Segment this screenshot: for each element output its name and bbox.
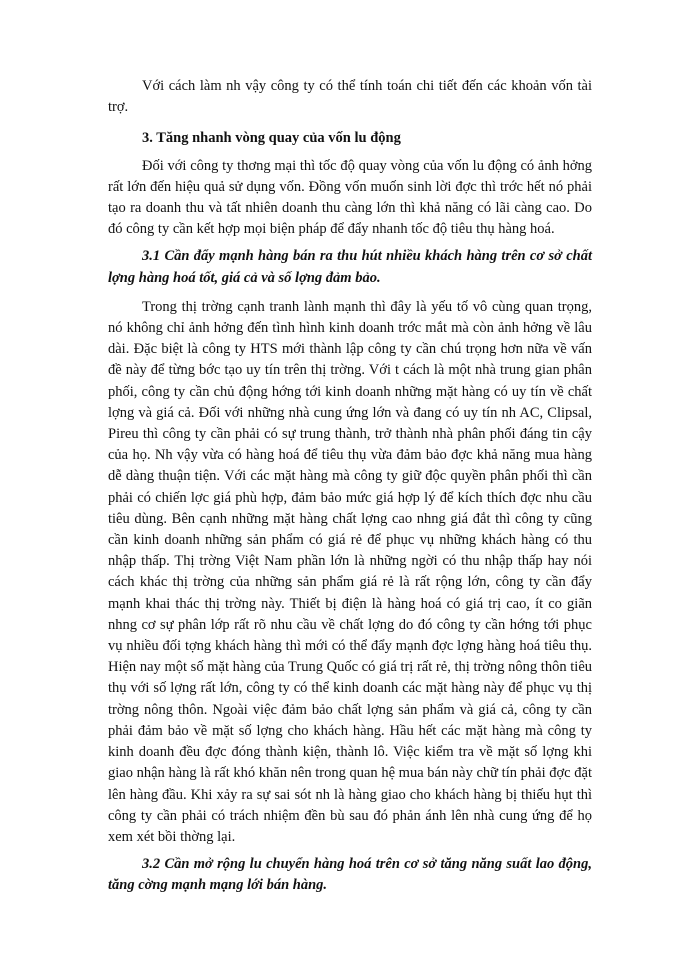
subsection-3-1-paragraph: Trong thị trờng cạnh tranh lành mạnh thì đây là yếu tố vô cùng quan trọng, nó không chỉ ảnh hởng đến tình hình kinh doanh trớc mắt mà còn ảnh hởng về lâu dài. Đặc biệt là công ty HTS mới thành lập công ty cần chú trọng hơn nữa về vấn đề này để từng bớc tạo uy tín trên thị trờng. Với t cách là một nhà trung gian phân phối, công ty cần chủ động hớng tới kinh doanh những mặt hàng có uy tín về chất lợng và giá cả. Đối với những nhà cung ứng lớn và đang có uy tín nh AC, Clipsal, Pireu thì công ty cần phải có sự trung thành, trở thành nhà phân phối đáng tin cậy của họ. Nh vậy vừa có hàng hoá để tiêu thụ vừa đảm bảo đợc khả năng mua hàng dễ dàng thuận tiện. Với các mặt hàng mà công ty giữ độc quyền phân phối thì cần phải có chiến lợc giá phù hợp, đảm bảo mức giá hợp lý để kích thích đợc nhu cầu tiêu dùng. Bên cạnh những mặt hàng chất lợng cao nhng giá đắt thì công ty cũng cần kinh doanh những sản phẩm có giá rẻ để phục vụ những khách hàng có thu nhập thấp. Thị trờng Việt Nam phần lớn là những ngời có thu nhập thấp hay nói cách khác thị trờng của những sản phẩm giá rẻ là rất rộng lớn, công ty cần đẩy mạnh khai thác thị trờng này. Thiết bị điện là hàng hoá có giá trị cao, ít co giãn nhng cơ sự phân lớp rất rõ nhu cầu về chất lợng do đó công ty cần hớng tới phục vụ nhiều đối tợng khách hàng thì mới có thể đẩy mạnh đợc lợng hàng hoá tiêu thụ. Hiện nay một số mặt hàng của Trung Quốc có giá trị rất rẻ, thị trờng nông thôn tiêu thụ với số lợng rất lớn, công ty có thể kinh doanh các mặt hàng này để phục vụ thị trờng nông thôn. Ngoài việc đảm bảo chất lợng sản phẩm và giá cả, công ty cần phải đảm bảo về mặt số lợng cho khách hàng. Hầu hết các mặt hàng mà công ty kinh doanh đều đợc đóng thành kiện, thành lô. Việc kiểm tra về mặt số lợng khi giao nhận hàng là rất khó khăn nên trong quan hệ mua bán này chữ tín phải đợc đặt lên hàng đầu. Khi xảy ra sự sai sót nh là hàng giao cho khách hàng bị thiếu hụt thì công ty cần phải có trách nhiệm đền bù sau đó phản ánh lên nhà cung ứng để họ xem xét bồi thờng lại.	[108, 298, 592, 845]
section-3-paragraph: Đối với công ty thơng mại thì tốc độ quay vòng của vốn lu động có ảnh hởng rất lớn đến hiệu quả sử dụng vốn. Đồng vốn muốn sinh lời đợc thì trớc hết nó phải tạo ra doanh thu và tất nhiên doanh thu càng lớn thì khả năng có lãi càng cao. Do đó công ty cần kết hợp mọi biện pháp để đẩy nhanh tốc độ tiêu thụ hàng hoá.	[108, 157, 592, 238]
section-heading-3: 3. Tăng nhanh vòng quay của vốn lu động	[142, 130, 401, 147]
subsection-heading-3-1: 3.1 Cần đẩy mạnh hàng bán ra thu hút nhiều khách hàng trên cơ sở chất lợng hàng hoá tốt, giá cả và số lợng đảm bảo.	[108, 248, 592, 286]
subsection-heading-3-2: 3.2 Cần mở rộng lu chuyển hàng hoá trên cơ sở tăng năng suất lao động, tăng cờng mạnh mạng lới bán hàng.	[108, 856, 592, 894]
intro-paragraph: Với cách làm nh vậy công ty có thể tính toán chi tiết đến các khoản vốn tài trợ.	[108, 78, 592, 116]
